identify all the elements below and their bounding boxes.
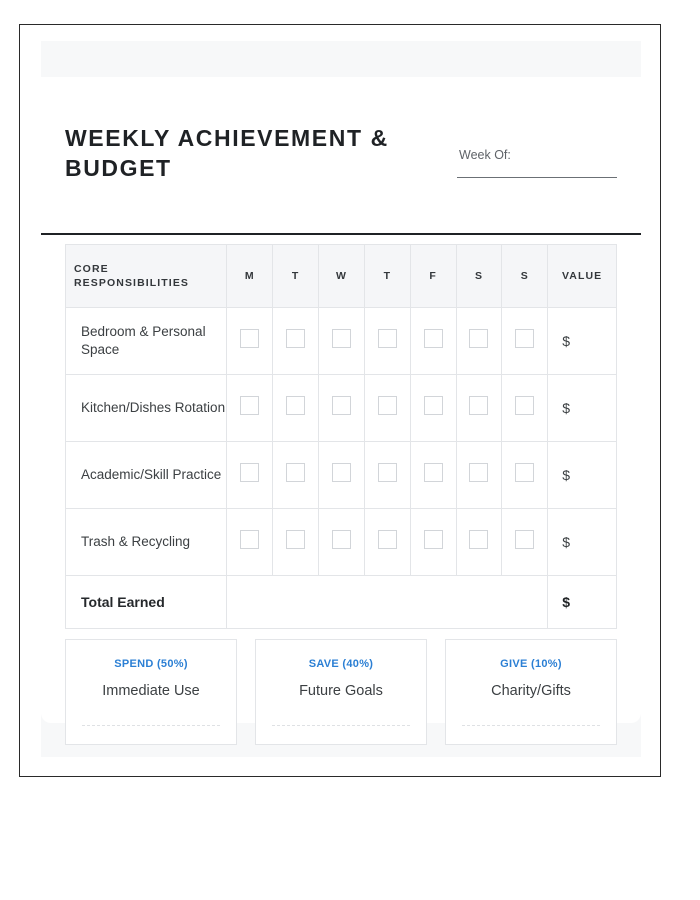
worksheet-sheet (41, 77, 641, 723)
task-checkbox[interactable] (515, 530, 534, 549)
task-checkbox[interactable] (424, 463, 443, 482)
task-label: Academic/Skill Practice (66, 442, 227, 509)
responsibilities-table (65, 244, 617, 629)
table-header-row (66, 245, 617, 308)
day-cell-sat[interactable] (456, 442, 502, 509)
worksheet-content (41, 77, 641, 723)
allocation-card-give[interactable] (445, 639, 617, 745)
column-header-day-wed: W (319, 245, 365, 308)
day-cell-fri[interactable] (410, 442, 456, 509)
task-checkbox[interactable] (378, 463, 397, 482)
day-cell-sat[interactable] (456, 375, 502, 442)
day-cell-wed[interactable] (319, 442, 365, 509)
day-cell-thu[interactable] (364, 442, 410, 509)
allocation-card-subtitle: Immediate Use (102, 683, 200, 699)
task-checkbox[interactable] (286, 463, 305, 482)
day-cell-sun[interactable] (502, 442, 548, 509)
task-checkbox[interactable] (240, 396, 259, 415)
day-cell-tue[interactable] (273, 308, 319, 375)
task-checkbox[interactable] (286, 530, 305, 549)
day-cell-sun[interactable] (502, 375, 548, 442)
task-checkbox[interactable] (332, 329, 351, 348)
table-row (66, 509, 617, 576)
task-checkbox[interactable] (469, 396, 488, 415)
week-of-label: Week Of: (459, 148, 511, 162)
day-cell-tue[interactable] (273, 509, 319, 576)
week-of-field[interactable] (457, 147, 617, 178)
budget-allocation-cards (65, 639, 617, 745)
day-cell-sun[interactable] (502, 308, 548, 375)
table-body (66, 308, 617, 629)
allocation-card-spend[interactable] (65, 639, 237, 745)
task-label: Trash & Recycling (66, 509, 227, 576)
task-label: Kitchen/Dishes Rotation (66, 375, 227, 442)
total-earned-row (66, 576, 617, 629)
task-checkbox[interactable] (286, 329, 305, 348)
task-value[interactable]: $ (548, 308, 617, 375)
allocation-card-heading: GIVE (10%) (500, 658, 562, 670)
allocation-card-save[interactable] (255, 639, 427, 745)
day-cell-mon[interactable] (227, 375, 273, 442)
table-header (66, 245, 617, 308)
task-checkbox[interactable] (240, 530, 259, 549)
total-earned-value[interactable]: $ (548, 576, 617, 629)
total-earned-label: Total Earned (66, 576, 227, 629)
task-checkbox[interactable] (332, 463, 351, 482)
table-row (66, 308, 617, 375)
day-cell-sat[interactable] (456, 509, 502, 576)
day-cell-thu[interactable] (364, 308, 410, 375)
day-cell-mon[interactable] (227, 442, 273, 509)
allocation-write-line[interactable] (462, 725, 600, 726)
day-cell-sun[interactable] (502, 509, 548, 576)
task-checkbox[interactable] (286, 396, 305, 415)
day-cell-sat[interactable] (456, 308, 502, 375)
day-cell-thu[interactable] (364, 509, 410, 576)
task-value[interactable]: $ (548, 375, 617, 442)
column-header-responsibilities: CORE RESPONSIBILITIES (66, 245, 227, 308)
allocation-card-subtitle: Charity/Gifts (491, 683, 571, 699)
table-row (66, 375, 617, 442)
allocation-card-subtitle: Future Goals (299, 683, 383, 699)
day-cell-wed[interactable] (319, 308, 365, 375)
task-checkbox[interactable] (424, 396, 443, 415)
total-earned-spacer (227, 576, 548, 629)
allocation-card-heading: SPEND (50%) (114, 658, 188, 670)
day-cell-fri[interactable] (410, 509, 456, 576)
task-checkbox[interactable] (240, 463, 259, 482)
day-cell-mon[interactable] (227, 509, 273, 576)
task-label: Bedroom & Personal Space (66, 308, 227, 375)
task-checkbox[interactable] (515, 329, 534, 348)
column-header-day-tue: T (273, 245, 319, 308)
column-header-value: VALUE (548, 245, 617, 308)
task-checkbox[interactable] (332, 396, 351, 415)
task-checkbox[interactable] (332, 530, 351, 549)
week-of-write-line[interactable] (457, 177, 617, 178)
task-value[interactable]: $ (548, 442, 617, 509)
task-checkbox[interactable] (378, 329, 397, 348)
allocation-write-line[interactable] (82, 725, 220, 726)
day-cell-tue[interactable] (273, 442, 319, 509)
column-header-day-mon: M (227, 245, 273, 308)
day-cell-wed[interactable] (319, 509, 365, 576)
worksheet-header (65, 77, 617, 181)
printable-page-frame (19, 24, 661, 777)
title-divider (41, 233, 641, 235)
task-checkbox[interactable] (378, 530, 397, 549)
day-cell-tue[interactable] (273, 375, 319, 442)
day-cell-thu[interactable] (364, 375, 410, 442)
task-checkbox[interactable] (515, 396, 534, 415)
task-checkbox[interactable] (240, 329, 259, 348)
task-value[interactable]: $ (548, 509, 617, 576)
column-header-day-fri: F (410, 245, 456, 308)
allocation-card-heading: SAVE (40%) (308, 658, 374, 670)
task-checkbox[interactable] (469, 463, 488, 482)
task-checkbox[interactable] (469, 530, 488, 549)
day-cell-fri[interactable] (410, 308, 456, 375)
column-header-day-thu: T (364, 245, 410, 308)
task-checkbox[interactable] (424, 329, 443, 348)
task-checkbox[interactable] (469, 329, 488, 348)
day-cell-mon[interactable] (227, 308, 273, 375)
day-cell-fri[interactable] (410, 375, 456, 442)
allocation-write-line[interactable] (272, 725, 410, 726)
task-checkbox[interactable] (424, 530, 443, 549)
column-header-day-sat: S (456, 245, 502, 308)
day-cell-wed[interactable] (319, 375, 365, 442)
table-row (66, 442, 617, 509)
task-checkbox[interactable] (515, 463, 534, 482)
page-title: WEEKLY ACHIEVEMENT & BUDGET (65, 125, 389, 181)
column-header-day-sun: S (502, 245, 548, 308)
task-checkbox[interactable] (378, 396, 397, 415)
